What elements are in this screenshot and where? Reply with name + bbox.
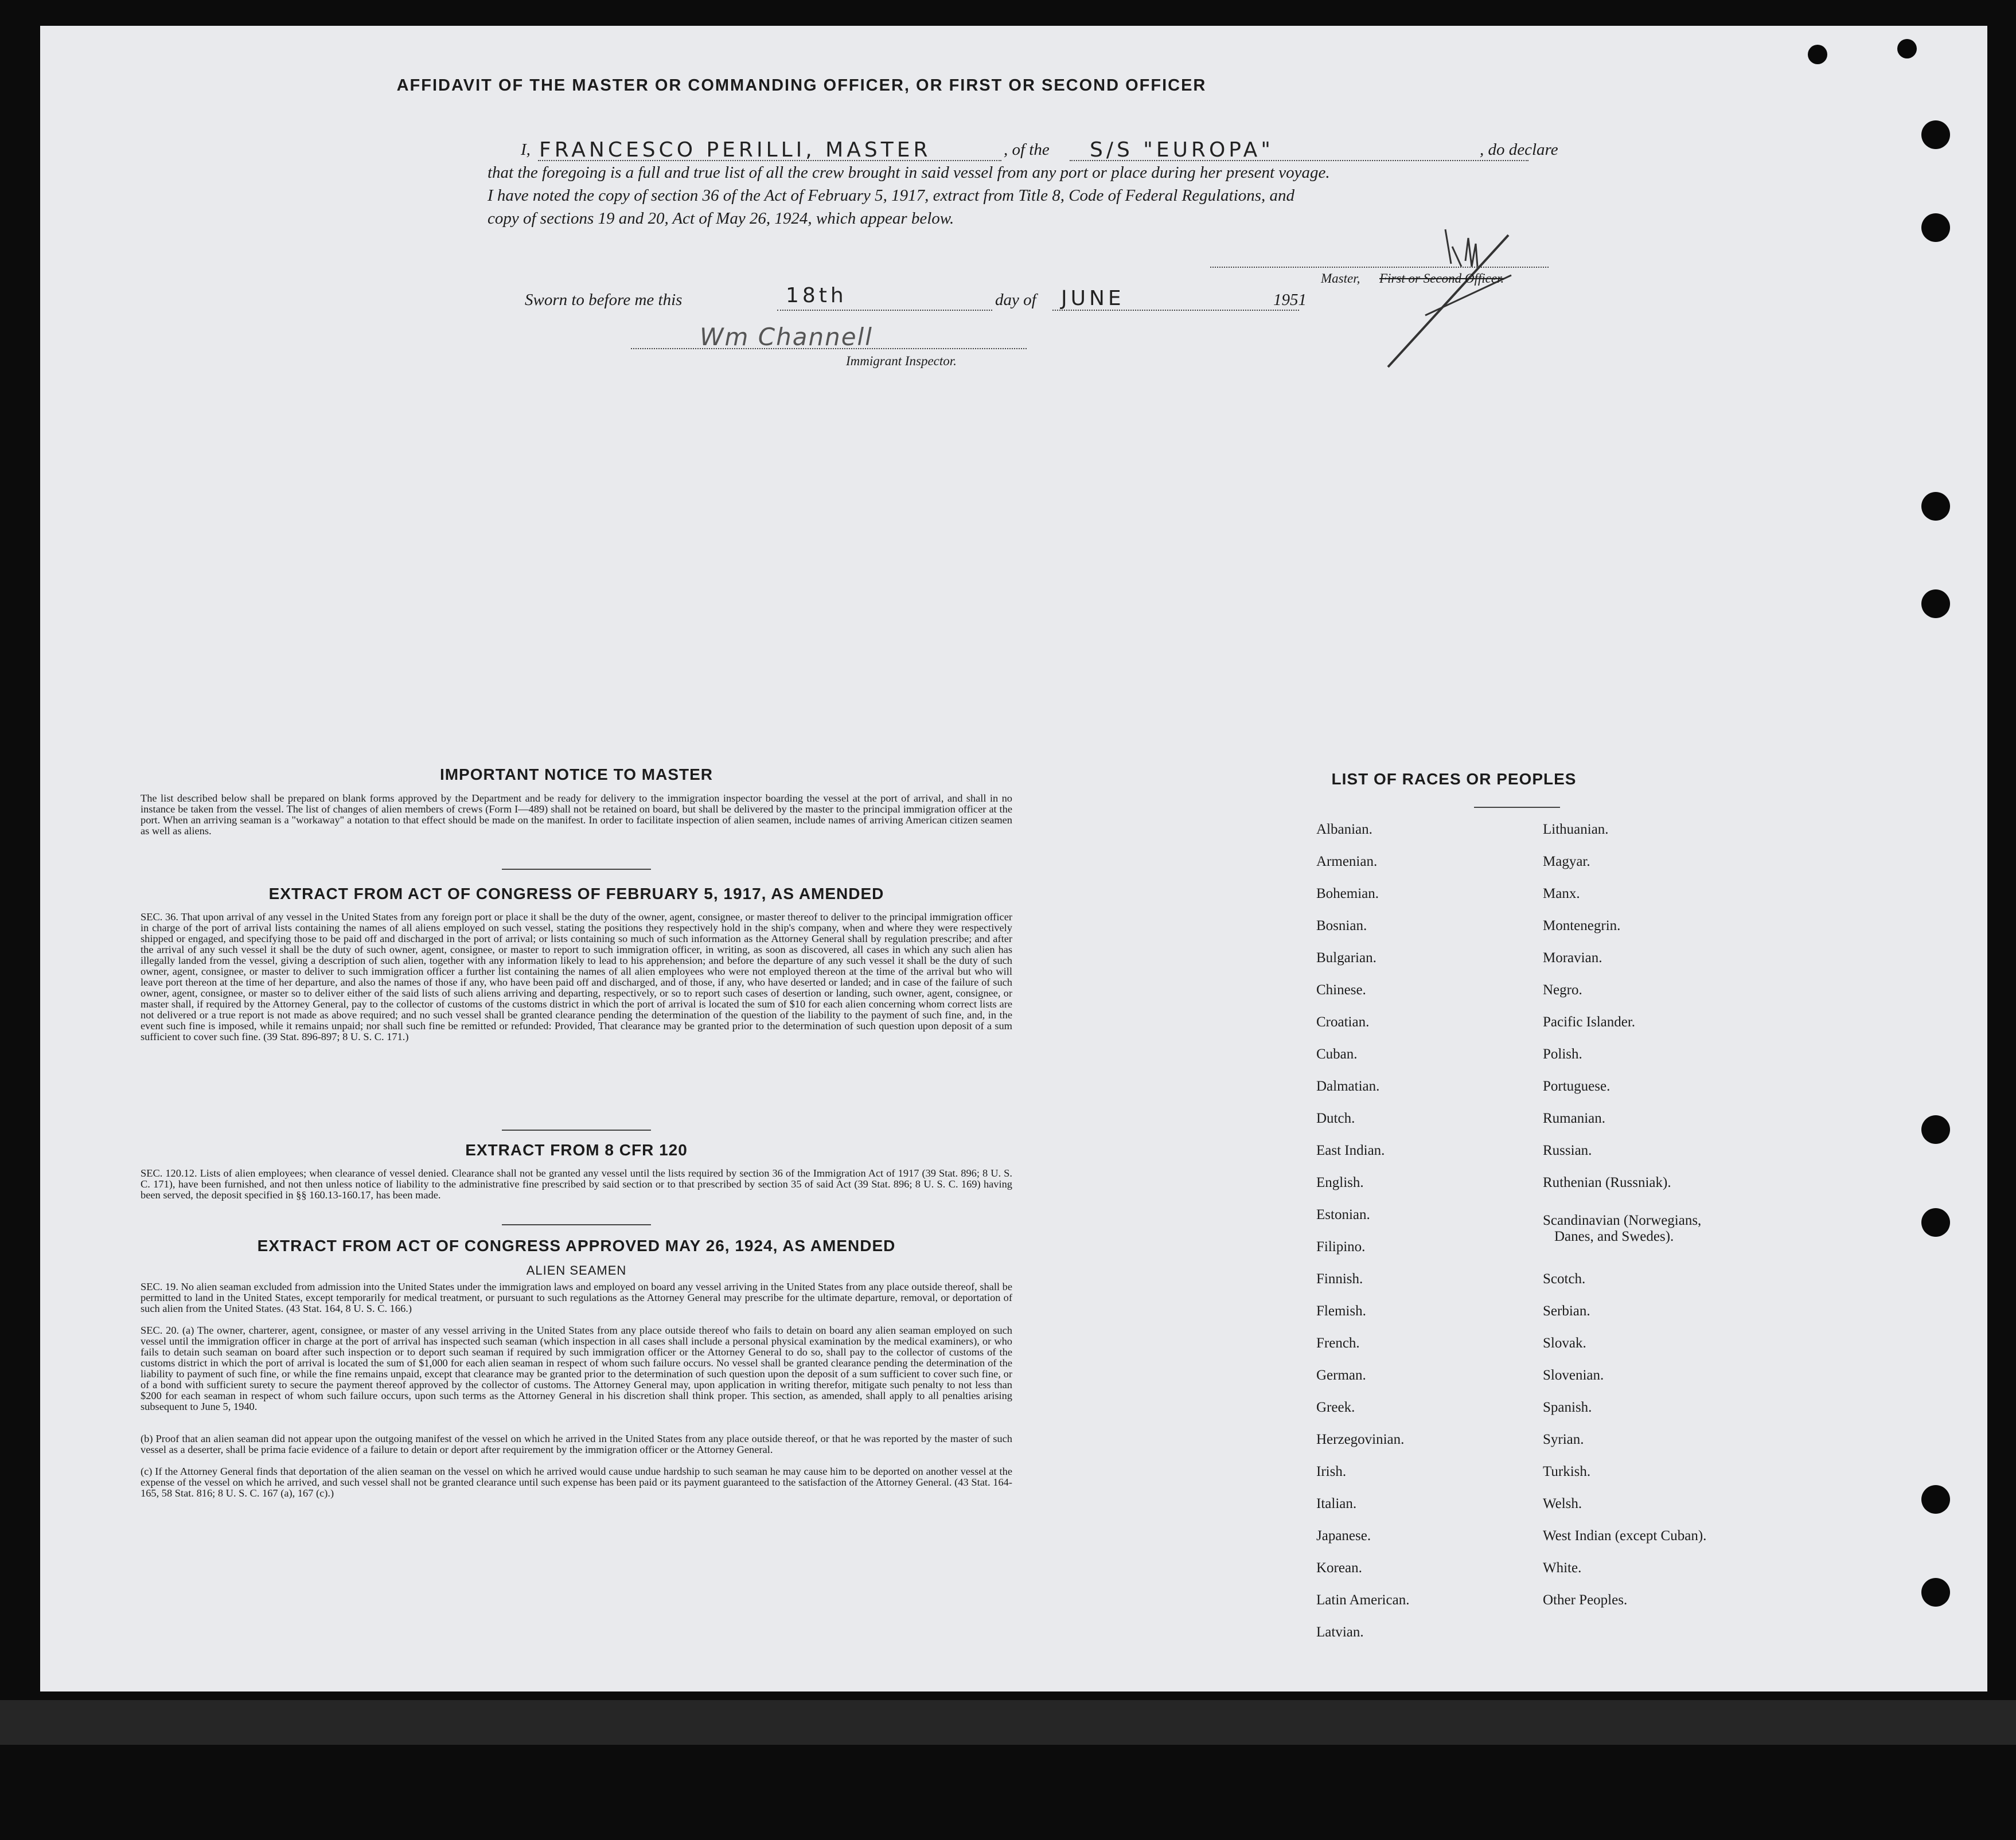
sec20b-body: (b) Proof that an alien seaman did not appear upon the outgoing manifest of the vessel on which he arrived in the United States from any place outside thereof, or that he was reported by the master of such vessel as a deserter, shall be prima facie evidence of a failure to detain or deport after requirement by the immigration officer or the Attorney General. xyxy=(141,1433,1012,1455)
race-item: Slovenian. xyxy=(1543,1368,1604,1383)
race-item: Armenian. xyxy=(1316,854,1378,869)
race-item: Russian. xyxy=(1543,1143,1592,1158)
race-item: Bulgarian. xyxy=(1316,950,1377,966)
day-of-text: day of xyxy=(995,291,1036,309)
inspector-signature: Wm Channell xyxy=(700,323,873,351)
extract-1924-title: EXTRACT FROM ACT OF CONGRESS APPROVED MAY 26, 1924, AS AMENDED xyxy=(257,1237,896,1255)
sec20a-body: SEC. 20. (a) The owner, charterer, agent, consignee, or master of any vessel arriving in the United States from any place outside thereof who fails to detain on board any alien seaman employed on such vessel until the immigration officer in charge at the port of arrival has inspected such seaman (which inspection in all cases shall include a personal physical examination by the medical examiners), or who fails to detain such seaman on board after such inspection or to deport such seaman if required by such immigration officer or the Attorney General to do so, shall pay to the collector of customs of the customs district in which the port of arrival is located the sum of $1,000 for each alien seaman in respect of whom such failure occurs. No vessel shall be granted clearance pending the determination of the liability to payment of such fine, or while the fine remains unpaid, except that clearance may be granted prior to the determination of such question upon the deposit of a sum sufficient to cover such fine, or of a bond with sufficient surety to secure the payment thereof approved by the collector of customs. The Attorney General may, upon application in writing therefor, mitigate such penalty to not less than $200 for each seaman in respect of whom such failure occurs, upon such terms as the Attorney General in his discretion shall think proper. This section, as amended, shall apply to all penalties arising subsequent to June 5, 1940. xyxy=(141,1325,1012,1412)
race-item: Rumanian. xyxy=(1543,1111,1606,1126)
extract-cfr-body: SEC. 120.12. Lists of alien employees; when clearance of vessel denied. Clearance shall not be granted any vessel until the lists required by section 36 of the Immigration Act of 1917 (39 Stat. 896; 8 U. S. C. 171), have been furnished, and not then unless notice of liability to the administrative fine prescribed by said section or to that prescribed by section 35 of said Act (39 Stat. 896; 8 U. S. C. 169) having been served, the deposit specified in §§ 160.13-160.17, has been made. xyxy=(141,1167,1012,1201)
race-item: Spanish. xyxy=(1543,1400,1592,1415)
race-item: West Indian (except Cuban). xyxy=(1543,1528,1707,1544)
race-item: Filipino. xyxy=(1316,1239,1366,1255)
race-item: Dalmatian. xyxy=(1316,1079,1380,1094)
notice-divider xyxy=(502,869,651,870)
oath-line-4: copy of sections 19 and 20, Act of May 26, 1924, which appear below. xyxy=(488,209,954,228)
race-item: Bosnian. xyxy=(1316,918,1367,933)
punch-hole xyxy=(1808,45,1827,64)
race-item: Pacific Islander. xyxy=(1543,1014,1636,1030)
notice-body: The list described below shall be prepared on blank forms approved by the Department and be ready for delivery to the immigration inspector boarding the vessel at the port of arrival, and shall in no instance be taken from the vessel. The list of changes of alien members of crews (Form I—489) shall not be retained on board, but shall be delivered by the master to the principal immigration officer at the port. When an arriving seaman is a "workaway" a notation to that effect should be made on the manifest. In order to facilitate inspection of alien seamen, include names of arriving American citizen seamen as well as aliens. xyxy=(141,792,1012,837)
race-item: Portuguese. xyxy=(1543,1079,1611,1094)
vessel-name-handwritten: S/S "EUROPA" xyxy=(1090,138,1274,162)
race-item: French. xyxy=(1316,1335,1360,1351)
race-item: Scotch. xyxy=(1543,1271,1586,1287)
race-item: Turkish. xyxy=(1543,1464,1591,1479)
race-item: Danes, and Swedes). xyxy=(1554,1229,1674,1244)
race-item: Polish. xyxy=(1543,1046,1582,1062)
race-item: Negro. xyxy=(1543,982,1582,998)
day-underline xyxy=(777,310,992,311)
punch-hole xyxy=(1921,1208,1950,1237)
punch-hole xyxy=(1921,589,1950,618)
race-item: Latvian. xyxy=(1316,1624,1364,1640)
race-item: Syrian. xyxy=(1543,1432,1584,1447)
month-value: JUNE xyxy=(1061,287,1125,310)
race-item: East Indian. xyxy=(1316,1143,1385,1158)
notice-title: IMPORTANT NOTICE TO MASTER xyxy=(439,765,713,783)
race-item: English. xyxy=(1316,1175,1364,1190)
race-item: Bohemian. xyxy=(1316,886,1379,901)
oath-of-the: , of the xyxy=(1004,140,1050,159)
races-title: LIST OF RACES OR PEOPLES xyxy=(1331,770,1577,788)
race-item: Ruthenian (Russniak). xyxy=(1543,1175,1671,1190)
punch-hole xyxy=(1921,1115,1950,1144)
race-item: Japanese. xyxy=(1316,1528,1371,1544)
race-item: Serbian. xyxy=(1543,1303,1590,1319)
master-name-underline xyxy=(538,160,1001,161)
race-item: White. xyxy=(1543,1560,1582,1576)
race-item: Manx. xyxy=(1543,886,1580,901)
master-caption: Master, xyxy=(1321,271,1360,286)
race-item: Albanian. xyxy=(1316,822,1372,837)
oath-line-2: that the foregoing is a full and true list of all the crew brought in said vessel from any port or place during her present voyage. xyxy=(488,163,1330,182)
races-divider xyxy=(1474,807,1560,808)
scan-border xyxy=(0,1700,2016,1745)
year-value: 1951 xyxy=(1273,291,1307,309)
extract-cfr-divider xyxy=(502,1224,651,1225)
master-name-handwritten: FRANCESCO PERILLI, MASTER xyxy=(539,138,931,162)
race-item: Chinese. xyxy=(1316,982,1366,998)
inspector-caption: Immigrant Inspector. xyxy=(846,354,957,368)
affidavit-title: AFFIDAVIT OF THE MASTER OR COMMANDING OFFICER, OR FIRST OR SECOND OFFICER xyxy=(396,76,1207,95)
sworn-text: Sworn to before me this xyxy=(525,291,683,309)
race-item: Irish. xyxy=(1316,1464,1347,1479)
race-item: Slovak. xyxy=(1543,1335,1586,1351)
race-item: Lithuanian. xyxy=(1543,822,1609,837)
race-item: Latin American. xyxy=(1316,1592,1410,1608)
extract-1917-title: EXTRACT FROM ACT OF CONGRESS OF FEBRUARY 5, 1917, AS AMENDED xyxy=(268,885,884,903)
struck-officer-caption: First or Second Officer. xyxy=(1379,271,1504,286)
race-item: Korean. xyxy=(1316,1560,1362,1576)
race-item: German. xyxy=(1316,1368,1366,1383)
race-item: Croatian. xyxy=(1316,1014,1370,1030)
punch-hole xyxy=(1921,1485,1950,1514)
punch-hole xyxy=(1897,39,1917,58)
race-item: Montenegrin. xyxy=(1543,918,1621,933)
extract-cfr-title: EXTRACT FROM 8 CFR 120 xyxy=(465,1141,688,1159)
race-item: Herzegovinian. xyxy=(1316,1432,1405,1447)
race-item: Magyar. xyxy=(1543,854,1590,869)
race-item: Greek. xyxy=(1316,1400,1355,1415)
race-item: Estonian. xyxy=(1316,1207,1370,1222)
race-item: Welsh. xyxy=(1543,1496,1582,1511)
punch-hole xyxy=(1921,492,1950,521)
extract-1917-body: SEC. 36. That upon arrival of any vessel in the United States from any foreign port or place it shall be the duty of the owner, agent, consignee, or master thereof to deliver to the principal immigration officer in charge of the port of arrival lists containing the names of all aliens employed on such vessel, stating the positions they respectively hold in the ship's company, when and where they were respectively shipped or engaged, and specifying those to be paid off and discharged in the port of arrival; or lists containing so much of such information as the Attorney General shall by regulation prescribe; and after the arrival of any such vessel it shall be the duty of such owner, agent, consignee, or master to report to such immigration officer, in writing, as soon as discovered, all cases in which any such alien has illegally landed from the vessel, giving a description of such alien, together with any information likely to lead to his apprehension; and before the departure of any such vessel it shall be the duty of such owner, agent, consignee, or master to deliver to such immigration officer a further list containing the names of all alien employees who were not employed thereon at the time of the arrival but who will leave port thereon at the time of her departure, and also the names of those if any, who have been paid off and discharged, and of those, if any, who have deserted or landed; and in case of the failure of such owner, agent, consignee, or master so to deliver either of the said lists of such aliens arriving and departing, respectively, or so to report such cases of desertion or landing, such owner, agent, consignee, or master shall, if required by the Attorney General, pay to the collector of customs of the customs district in which the port of arrival is located the sum of $10 for each alien concerning whom correct lists are not delivered or a true report is not made as above required; and no such vessel shall be granted clearance pending the determination of the question of the liability to the payment of such fine, and, in the event such fine is imposed, while it remains unpaid; nor shall such fine be remitted or refunded: Provided, That clearance may be granted prior to the determination of such question upon deposit of a sum sufficient to cover such fine. (39 Stat. 896-897; 8 U. S. C. 171.) xyxy=(141,911,1012,1042)
oath-do-declare: , do declare xyxy=(1480,140,1558,159)
race-item: Cuban. xyxy=(1316,1046,1358,1062)
extract-1917-divider xyxy=(502,1130,651,1131)
race-item: Other Peoples. xyxy=(1543,1592,1628,1608)
sec20c-body: (c) If the Attorney General finds that deportation of the alien seaman on the vessel on which he arrived would cause undue hardship to such seaman he may cause him to be deported on another vessel at the expense of the vessel on which he arrived, and such vessel shall not be granted clearance until such expense has been paid or its payment guaranteed to the satisfaction of the Attorney General. (43 Stat. 164-165, 58 Stat. 816; 8 U. S. C. 167 (a), 167 (c).) xyxy=(141,1466,1012,1499)
punch-hole xyxy=(1921,1578,1950,1607)
sec19-body: SEC. 19. No alien seaman excluded from admission into the United States under the immigration laws and employed on board any vessel arriving in the United States from any place outside thereof, shall be permitted to land in the United States, except temporarily for medical treatment, or pursuant to such regulations as the Attorney General may prescribe for the ultimate departure, removal, or deportation of such alien from the United States. (43 Stat. 164, 8 U. S. C. 166.) xyxy=(141,1281,1012,1314)
punch-hole xyxy=(1921,213,1950,242)
race-item: Flemish. xyxy=(1316,1303,1366,1319)
master-signature xyxy=(1359,212,1566,378)
race-item: Italian. xyxy=(1316,1496,1357,1511)
document-page xyxy=(40,26,1987,1691)
vessel-name-underline xyxy=(1070,160,1528,161)
alien-seamen-subtitle: ALIEN SEAMEN xyxy=(526,1263,627,1278)
race-item: Finnish. xyxy=(1316,1271,1363,1287)
inspector-signature-line xyxy=(631,348,1027,349)
race-item: Dutch. xyxy=(1316,1111,1355,1126)
oath-i-prefix: I, xyxy=(521,140,531,159)
punch-hole xyxy=(1921,120,1950,149)
day-value: 18th xyxy=(786,284,847,307)
race-item: Moravian. xyxy=(1543,950,1602,966)
oath-line-3: I have noted the copy of section 36 of the Act of February 5, 1917, extract from Title 8, Code of Federal Regulations, and xyxy=(488,186,1295,205)
month-underline xyxy=(1052,310,1299,311)
race-item: Scandinavian (Norwegians, xyxy=(1543,1213,1702,1228)
